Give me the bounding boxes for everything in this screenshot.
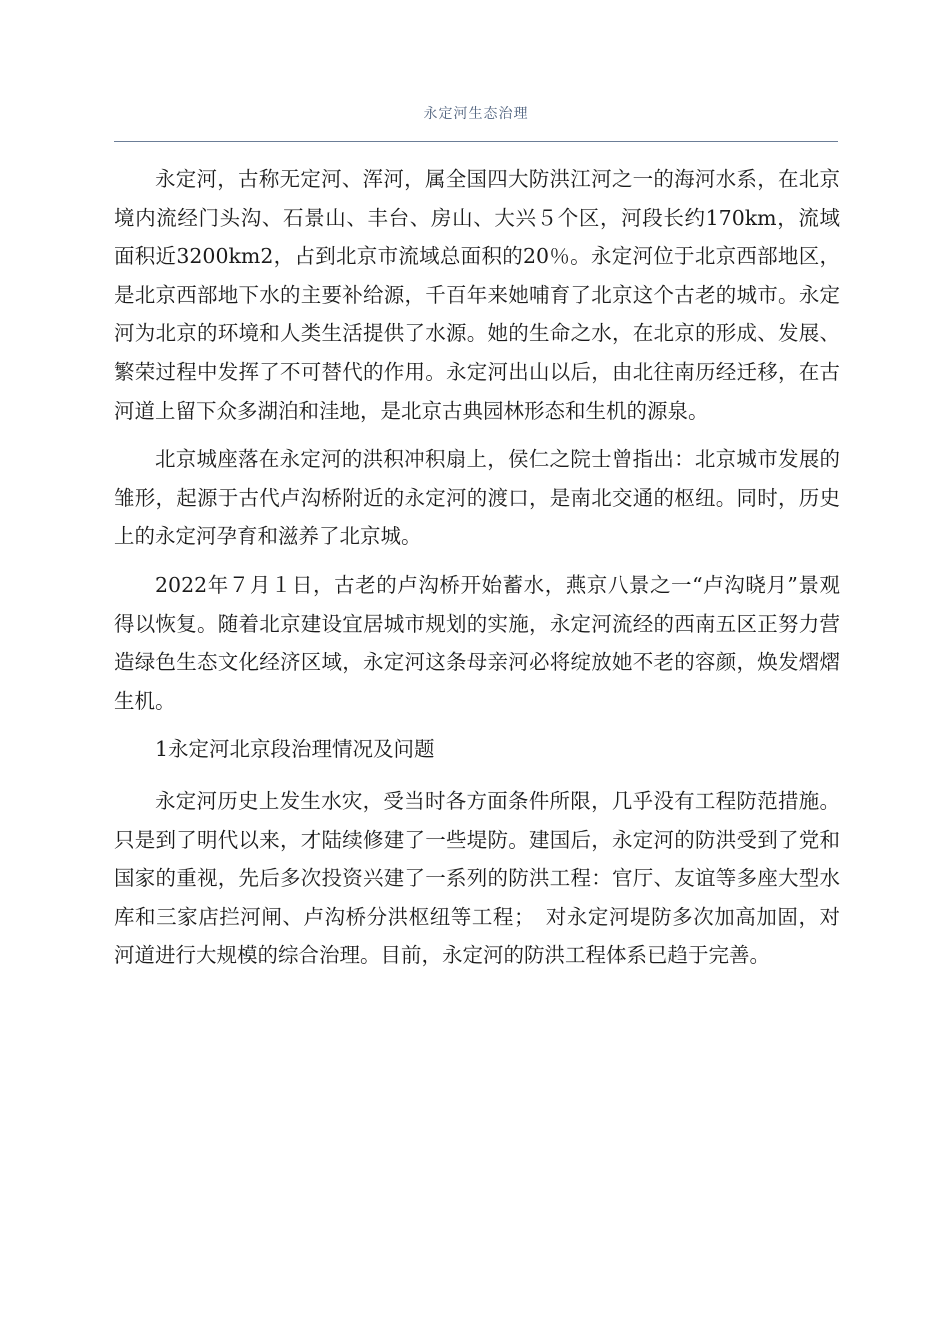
paragraph-lugou-bridge: 2022年７月１日，古老的卢沟桥开始蓄水，燕京八景之一“卢沟晓月”景观得以恢复。随着北京建设宜居城市规划的实施，永定河流经的西南五区正努力营造绿色生态文化经济区域，永定河这条母亲河必将绽放她不老的容颜，焕发熠熠生机。 (114, 572, 840, 713)
paragraph-flood-control: 永定河历史上发生水灾，受当时各方面条件所限，几乎没有工程防范措施。只是到了明代以来，才陆续修建了一些堤防。建国后，永定河的防洪受到了党和国家的重视，先后多次投资兴建了一系列的防洪工程：官厅、友谊等多座大型水库和三家店拦河闸、卢沟桥分洪枢纽等工程； 对永定河堤防多次加高加固，对河道进行大规模的综合治理。目前，永定河的防洪工程体系已趋于完善。 (114, 788, 840, 968)
paragraph-beijing-city: 北京城座落在永定河的洪积冲积扇上，侯仁之院士曾指出：北京城市发展的雏形，起源于古代卢沟桥附近的永定河的渡口，是南北交通的枢纽。同时，历史上的永定河孕育和滋养了北京城。 (114, 447, 840, 549)
paragraph-intro: 永定河，古称无定河、浑河，属全国四大防洪江河之一的海河水系，在北京境内流经门头沟、石景山、丰台、房山、大兴５个区，河段长约170km，流域面积近3200km2，占到北京市流域总面积的20％。永定河位于北京西部地区，是北京西部地下水的主要补给源，千百年来她哺育了北京这个古老的城市。永定河为北京的环境和人类生活提供了水源。她的生命之水，在北京的形成、发展、繁荣过程中发挥了不可替代的作用。永定河出山以后，由北往南历经迁移，在古河道上留下众多湖泊和洼地，是北京古典园林形态和生机的源泉。 (114, 167, 840, 423)
section-heading: 1永定河北京段治理情况及问题 (155, 737, 435, 762)
document-body (114, 160, 840, 985)
running-header-title: 永定河生态治理 (423, 106, 529, 122)
header-divider (114, 141, 838, 142)
